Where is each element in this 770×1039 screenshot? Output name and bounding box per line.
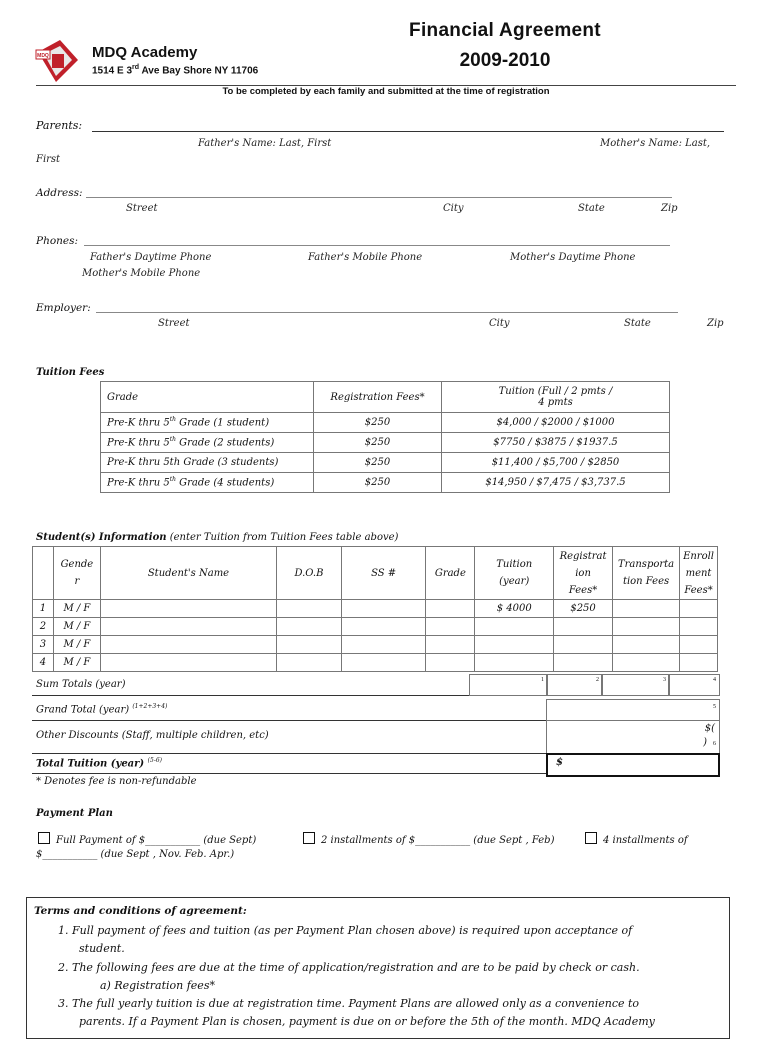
registration-fee-field[interactable] bbox=[554, 636, 613, 654]
tuition-registration-cell: $250 bbox=[314, 473, 442, 493]
tuition-fees-title: Tuition Fees bbox=[36, 367, 105, 378]
other-discounts-label: Other Discounts (Staff, multiple children, etc) bbox=[36, 730, 269, 741]
employer-street-caption: Street bbox=[158, 318, 190, 329]
registration-fee-field[interactable] bbox=[554, 618, 613, 636]
sum-registration-field[interactable]: 2 bbox=[546, 674, 603, 696]
tuition-registration-cell: $250 bbox=[314, 453, 442, 473]
payment-option-two[interactable]: 2 installments of $___________ (due Sept , Feb) bbox=[303, 832, 554, 846]
academy-logo-icon bbox=[34, 38, 80, 84]
grade-field[interactable] bbox=[426, 618, 475, 636]
grade-field[interactable] bbox=[426, 654, 475, 672]
total-tuition-field[interactable]: $ bbox=[546, 753, 720, 777]
tuition-fees-table bbox=[100, 381, 670, 493]
employer-label: Employer: bbox=[36, 302, 91, 314]
academic-year: 2009-2010 bbox=[459, 50, 551, 71]
student-name-field[interactable] bbox=[100, 600, 276, 618]
enrollment-fee-field[interactable] bbox=[680, 600, 718, 618]
total-tuition-divider bbox=[32, 773, 546, 774]
other-discounts-field[interactable]: $( ) 6 bbox=[546, 720, 720, 754]
employer-state-caption: State bbox=[624, 318, 651, 329]
gender-select[interactable]: M / F bbox=[53, 600, 100, 618]
dob-field[interactable] bbox=[277, 654, 342, 672]
term-item: a) Registration fees* bbox=[100, 979, 215, 992]
gender-select[interactable]: M / F bbox=[53, 618, 100, 636]
students-header-tuition: Tuition (year) bbox=[475, 547, 554, 600]
student-name-field[interactable] bbox=[100, 618, 276, 636]
mother-name-caption-cont: First bbox=[36, 154, 61, 165]
page-title: Financial Agreement bbox=[409, 20, 601, 41]
parents-input-line[interactable] bbox=[92, 131, 724, 132]
student-row-number: 2 bbox=[33, 618, 54, 636]
academy-address: 1514 E 3rd Ave Bay Shore NY 11706 bbox=[92, 64, 259, 77]
student-row-number: 4 bbox=[33, 654, 54, 672]
table-row bbox=[33, 618, 718, 636]
address-input-line[interactable] bbox=[86, 197, 672, 198]
father-daytime-phone-caption: Father's Daytime Phone bbox=[90, 252, 212, 263]
table-row bbox=[101, 453, 670, 473]
table-row bbox=[101, 433, 670, 453]
tuition-amount-cell: $7750 / $3875 / $1937.5 bbox=[442, 433, 670, 453]
students-header-dob: D.O.B bbox=[277, 547, 342, 600]
registration-fee-field[interactable]: $250 bbox=[554, 600, 613, 618]
ss-field[interactable] bbox=[341, 654, 426, 672]
students-header-ss: SS # bbox=[341, 547, 426, 600]
table-row bbox=[33, 600, 718, 618]
tuition-amount-cell: $11,400 / $5,700 / $2850 bbox=[442, 453, 670, 473]
parents-label: Parents: bbox=[36, 119, 83, 132]
address-label: Address: bbox=[36, 187, 83, 199]
students-header-transportation: Transporta tion Fees bbox=[613, 547, 680, 600]
instruction-text: To be completed by each family and submitted at the time of registration bbox=[222, 86, 550, 97]
tuition-header-tuition: Tuition (Full / 2 pmts / 4 pmts bbox=[442, 382, 670, 413]
registration-fee-field[interactable] bbox=[554, 654, 613, 672]
payment-plan-title: Payment Plan bbox=[36, 808, 113, 819]
father-name-caption: Father's Name: Last, First bbox=[198, 138, 332, 149]
sum-totals-label: Sum Totals (year) bbox=[36, 679, 126, 690]
student-name-field[interactable] bbox=[100, 636, 276, 654]
dob-field[interactable] bbox=[277, 600, 342, 618]
sum-enrollment-field[interactable]: 4 bbox=[668, 674, 720, 696]
sum-transportation-field[interactable]: 3 bbox=[601, 674, 670, 696]
students-header-enrollment: Enroll ment Fees* bbox=[680, 547, 718, 600]
tuition-amount-cell: $14,950 / $7,475 / $3,737.5 bbox=[442, 473, 670, 493]
employer-input-line[interactable] bbox=[96, 312, 678, 313]
address-zip-caption: Zip bbox=[661, 203, 678, 214]
tuition-grade-cell: Pre-K thru 5th Grade (3 students) bbox=[101, 453, 314, 473]
table-row bbox=[33, 654, 718, 672]
tuition-amount-cell: $4,000 / $2000 / $1000 bbox=[442, 413, 670, 433]
grade-field[interactable] bbox=[426, 636, 475, 654]
transportation-fee-field[interactable] bbox=[613, 636, 680, 654]
students-header-num bbox=[33, 547, 54, 600]
students-title: Student(s) Information (enter Tuition from Tuition Fees table above) bbox=[36, 532, 399, 543]
students-table bbox=[32, 546, 718, 672]
student-row-number: 1 bbox=[33, 600, 54, 618]
svg-text:MDQ: MDQ bbox=[37, 53, 49, 59]
students-header-name: Student's Name bbox=[100, 547, 276, 600]
full-payment-checkbox[interactable] bbox=[38, 832, 50, 844]
term-item: parents. If a Payment Plan is chosen, payment is due on or before the 5th of the month. MDQ Academy bbox=[79, 1015, 655, 1028]
student-name-field[interactable] bbox=[100, 654, 276, 672]
table-row bbox=[101, 413, 670, 433]
tuition-grade-cell: Pre-K thru 5th Grade (4 students) bbox=[101, 473, 314, 493]
students-header-grade: Grade bbox=[426, 547, 475, 600]
students-header-registration: Registrat ion Fees* bbox=[554, 547, 613, 600]
transportation-fee-field[interactable] bbox=[613, 654, 680, 672]
transportation-fee-field[interactable] bbox=[613, 618, 680, 636]
dob-field[interactable] bbox=[277, 636, 342, 654]
tuition-field[interactable]: $ 4000 bbox=[475, 600, 554, 618]
table-row bbox=[33, 636, 718, 654]
enrollment-fee-field[interactable] bbox=[680, 618, 718, 636]
mother-name-caption: Mother's Name: Last, bbox=[600, 138, 711, 149]
gender-select[interactable]: M / F bbox=[53, 654, 100, 672]
term-item: 3. The full yearly tuition is due at registration time. Payment Plans are allowed only as a convenience to bbox=[58, 997, 640, 1010]
payment-option-four[interactable]: 4 installments of bbox=[585, 832, 688, 846]
address-state-caption: State bbox=[578, 203, 605, 214]
address-street-caption: Street bbox=[126, 203, 158, 214]
two-installments-checkbox[interactable] bbox=[303, 832, 315, 844]
tuition-header-grade: Grade bbox=[101, 382, 314, 413]
ss-field[interactable] bbox=[341, 636, 426, 654]
phones-input-line[interactable] bbox=[84, 245, 670, 246]
grand-total-label: Grand Total (year) $^{(1+2+3+4)}$ bbox=[36, 703, 168, 716]
gender-select[interactable]: M / F bbox=[53, 636, 100, 654]
terms-title: Terms and conditions of agreement: bbox=[34, 905, 247, 917]
ss-field[interactable] bbox=[341, 618, 426, 636]
tuition-header-registration: Registration Fees* bbox=[314, 382, 442, 413]
term-item: 1. Full payment of fees and tuition (as per Payment Plan chosen above) is required upon acceptance of bbox=[58, 924, 633, 937]
payment-option-full[interactable]: Full Payment of $___________ (due Sept) bbox=[38, 832, 256, 846]
tuition-registration-cell: $250 bbox=[314, 413, 442, 433]
enrollment-fee-field[interactable] bbox=[680, 654, 718, 672]
academy-name: MDQ Academy bbox=[92, 44, 198, 61]
payment-option-four-cont: $___________ (due Sept , Nov. Feb. Apr.) bbox=[36, 849, 235, 860]
tuition-field[interactable] bbox=[475, 618, 554, 636]
phones-label: Phones: bbox=[36, 235, 79, 247]
employer-zip-caption: Zip bbox=[707, 318, 724, 329]
father-mobile-phone-caption: Father's Mobile Phone bbox=[308, 252, 423, 263]
mother-daytime-phone-caption: Mother's Daytime Phone bbox=[510, 252, 636, 263]
ss-field[interactable] bbox=[341, 600, 426, 618]
student-row-number: 3 bbox=[33, 636, 54, 654]
dob-field[interactable] bbox=[277, 618, 342, 636]
term-item: 2. The following fees are due at the time of application/registration and are to be paid by check or cash. bbox=[58, 961, 640, 974]
non-refundable-note: * Denotes fee is non-refundable bbox=[36, 776, 197, 787]
tuition-grade-cell: Pre-K thru 5th Grade (2 students) bbox=[101, 433, 314, 453]
students-header-gender: Gende r bbox=[53, 547, 100, 600]
mother-mobile-phone-caption: Mother's Mobile Phone bbox=[82, 268, 201, 279]
four-installments-checkbox[interactable] bbox=[585, 832, 597, 844]
sum-tuition-field[interactable]: 1 bbox=[469, 674, 548, 696]
grade-field[interactable] bbox=[426, 600, 475, 618]
tuition-field[interactable] bbox=[475, 654, 554, 672]
tuition-field[interactable] bbox=[475, 636, 554, 654]
total-tuition-label: Total Tuition (year) $^{(5-6)}$ bbox=[36, 757, 162, 770]
term-item: student. bbox=[79, 942, 125, 955]
grand-total-field[interactable]: 5 bbox=[546, 699, 720, 721]
tuition-grade-cell: Pre-K thru 5th Grade (1 student) bbox=[101, 413, 314, 433]
transportation-fee-field[interactable] bbox=[613, 600, 680, 618]
address-city-caption: City bbox=[443, 203, 464, 214]
tuition-registration-cell: $250 bbox=[314, 433, 442, 453]
enrollment-fee-field[interactable] bbox=[680, 636, 718, 654]
employer-city-caption: City bbox=[489, 318, 510, 329]
table-row bbox=[101, 473, 670, 493]
